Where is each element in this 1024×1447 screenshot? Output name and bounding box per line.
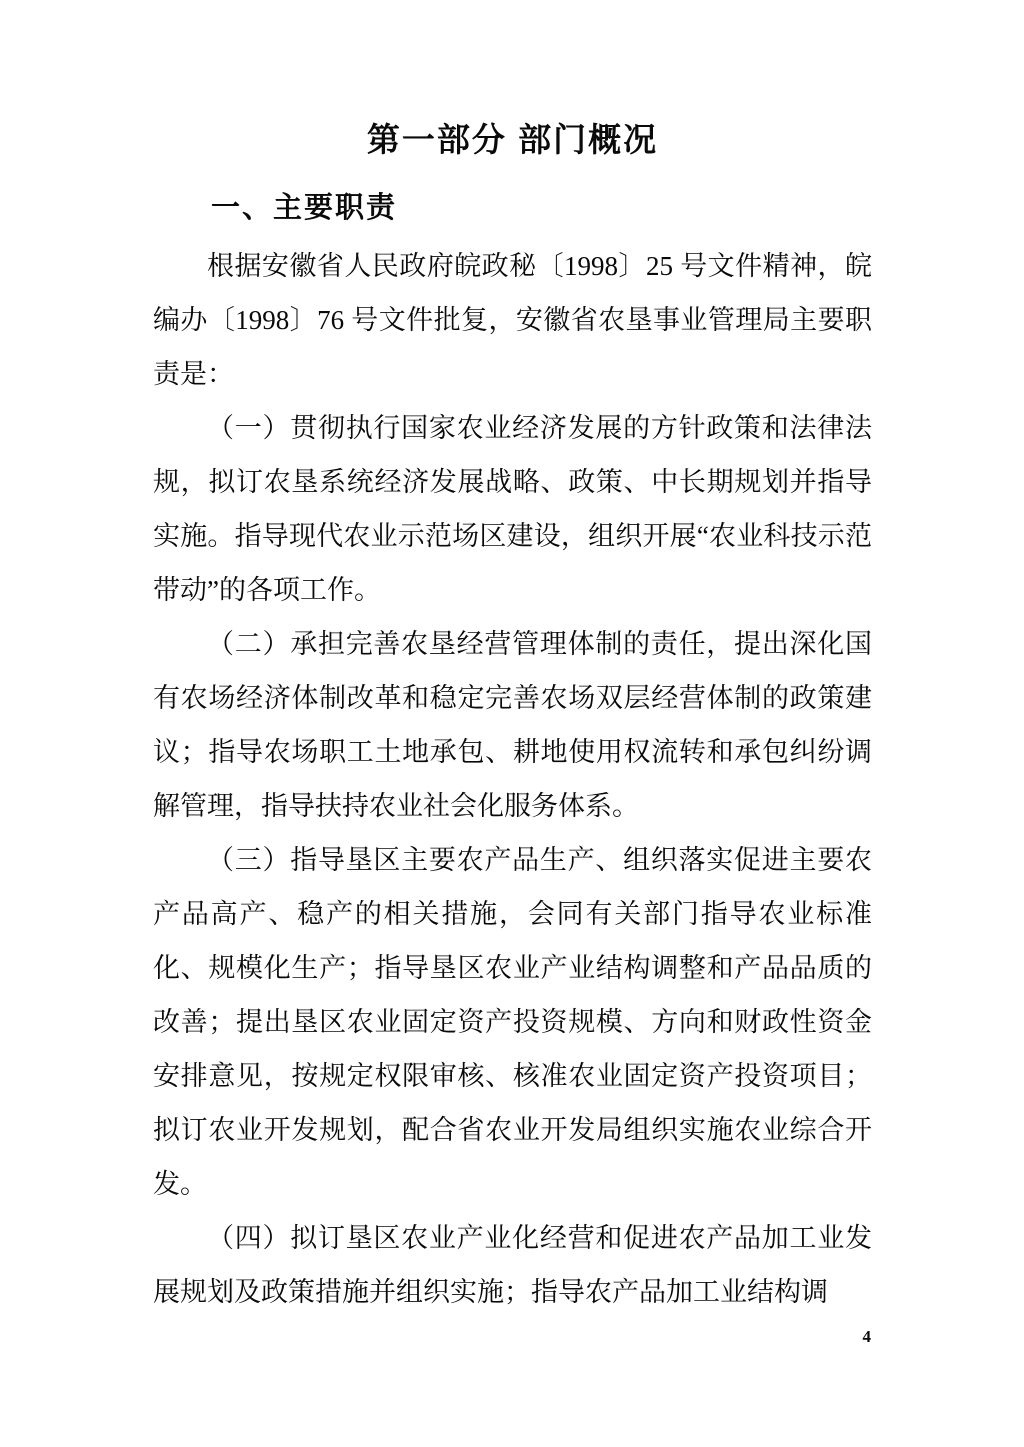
paragraph-item-3: （三）指导垦区主要农产品生产、组织落实促进主要农产品高产、稳产的相关措施，会同有关部门指导农业标准化、规模化生产；指导垦区农业产业结构调整和产品品质的改善；提出垦区农业固定资产投资规模、方向和财政性资金安排意见，按规定权限审核、核准农业固定资产投资项目；拟订农业开发规划，配合省农业开发局组织实施农业综合开发。 xyxy=(153,845,872,1199)
paragraph-item-2: （二）承担完善农垦经营管理体制的责任，提出深化国有农场经济体制改革和稳定完善农场双层经营体制的政策建议；指导农场职工土地承包、耕地使用权流转和承包纠纷调解管理，指导扶持农业社会化服务体系。 xyxy=(153,629,872,821)
document-title: 第一部分 部门概况 xyxy=(366,121,659,158)
page-number: 4 xyxy=(862,1327,871,1346)
paragraph-intro: 根据安徽省人民政府皖政秘〔1998〕25 号文件精神，皖编办〔1998〕76 号文件批复，安徽省农垦事业管理局主要职责是： xyxy=(153,251,872,389)
section-heading: 一、主要职责 xyxy=(211,192,398,224)
document-content xyxy=(153,121,872,1319)
paragraph-item-4: （四）拟订垦区农业产业化经营和促进农产品加工业发展规划及政策措施并组织实施；指导农产品加工业结构调 xyxy=(153,1223,872,1307)
paragraph-item-1: （一）贯彻执行国家农业经济发展的方针政策和法律法规，拟订农垦系统经济发展战略、政策、中长期规划并指导实施。指导现代农业示范场区建设，组织开展“农业科技示范带动”的各项工作。 xyxy=(153,413,872,605)
